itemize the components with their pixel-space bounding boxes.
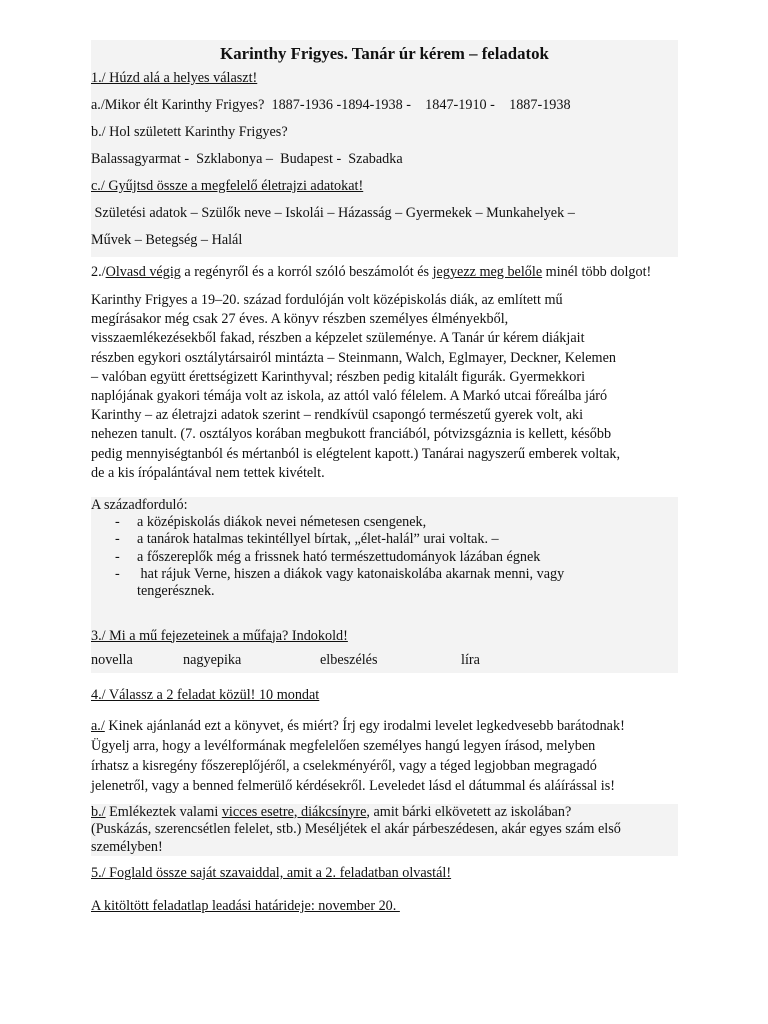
option-2: 1894-1938 - [341, 97, 411, 113]
task2-mid: a regényről és a korról szóló beszámolót és [180, 264, 433, 280]
question-c-heading: c./ Gyűjtsd össze a megfelelő életrajzi adatokat! [91, 178, 364, 194]
question-a [91, 95, 678, 122]
paragraph-line: megírásakor még csak 27 éves. A könyv részben személyes élményekből, [91, 311, 509, 328]
list-item-continuation: tengerésznek. [137, 583, 215, 600]
task1-section [91, 66, 678, 257]
question-b-options: Balassagyarmat - Szklabonya – Budapest - Szabadka [91, 151, 403, 167]
list-item: - a középiskolás diákok nevei németesen csengenek, [115, 514, 427, 531]
paragraph-line: nehezen tanult. (7. osztályos korában megbukott franciából, pótvizsgáznia is kellett, később [91, 426, 612, 443]
page-title: Karinthy Frigyes. Tanár úr kérem – feladatok [220, 44, 549, 63]
option-b-label: b./ [91, 803, 106, 820]
paragraph-line: pedig mennyiségtanból és mértanból is elégtelent kapott.) Tanárai nagyszerű emberek voltak, [91, 445, 621, 462]
genre-options [91, 649, 678, 673]
dash-bullet: - [115, 531, 120, 548]
question-a-text: a./Mikor élt Karinthy Frigyes? [91, 97, 265, 113]
genre-option: nagyepika [183, 651, 242, 668]
task2-number: 2./ [91, 264, 106, 280]
option-3: 1847-1910 - [425, 97, 495, 113]
question-c-line2: Művek – Betegség – Halál [91, 232, 243, 248]
list-item: - a tanárok hatalmas tekintéllyel bírtak, „élet-halál” urai voltak. – [115, 531, 499, 548]
dash-bullet: - [115, 514, 120, 531]
task1-heading: 1./ Húzd alá a helyes választ! [91, 70, 258, 86]
task2-read: Olvasd végig [105, 264, 181, 280]
task2-note: jegyezz meg belőle [432, 264, 543, 280]
task4-option-b: b./ Emlékeztek valami vicces esetre, diákcsínyre, amit bárki elkövetett az iskolában? (Puskázás, szerencsétlen felelet, stb.) Meséljétek el akár párbeszédesen, akár egyes szám első személyben! [91, 804, 678, 857]
question-b: b./ Hol született Karinthy Frigyes? [91, 124, 288, 140]
dash-bullet: - [115, 565, 120, 582]
paragraph-line: de a kis írópalántával nem tettek kivételt. [91, 464, 325, 481]
century-list-block [91, 497, 678, 672]
task4-heading: 4./ Válassz a 2 feladat közül! 10 mondat [91, 686, 320, 703]
genre-option: novella [91, 651, 133, 668]
paragraph-line: részben egykori osztálytársairól mintázta – Steinmann, Walch, Eglmayer, Deckner, Kelemen [91, 349, 616, 366]
worksheet [91, 40, 678, 916]
option-a-line: Ügyelj arra, hogy a levélformának megfelelően személyes hangú legyen írásod, melyben [91, 737, 596, 754]
option-b-line: (Puskázás, szerencsétlen felelet, stb.) Meséljétek el akár párbeszédesen, akár egyes szám első [91, 821, 621, 838]
genre-option: líra [461, 651, 480, 668]
task1-block [91, 40, 678, 257]
question-c-line1: Születési adatok – Szülők neve – Iskolái – Házasság – Gyermekek – Munkahelyek – [91, 205, 575, 221]
paragraph-line: Karinthy Frigyes a 19–20. század fordulóján volt középiskolás diák, az említett mű [91, 292, 563, 308]
option-b-underlined: vicces esetre, diákcsínyre [221, 803, 367, 820]
option-4: 1887-1938 [509, 97, 571, 113]
task2-heading [91, 263, 678, 281]
option-a-label: a./ [91, 717, 105, 734]
context-paragraph [91, 291, 678, 483]
task2-end: minél több dolgot! [542, 264, 652, 280]
genre-option: elbeszélés [320, 651, 378, 668]
paragraph-line: naplójának gyakori témája volt az iskola, az attól való félelem. A Markó utcai főreálba járó [91, 388, 608, 405]
dash-bullet: - [115, 548, 120, 565]
option-b-line: személyben! [91, 838, 163, 855]
option-a-line: írhatsz a kisregény főszereplőjéről, a cselekményéről, vagy a téged legjobban megragadó [91, 757, 597, 774]
deadline: A kitöltött feladatlap leadási határideje: november 20. [91, 898, 400, 915]
list-item: - hat rájuk Verne, hiszen a diákok vagy katonaiskolába akarnak menni, vagy [115, 565, 565, 582]
century-list [91, 514, 678, 600]
paragraph-line: – valóban együtt érettségizett Karinthyval; részben pedig kitalált figurák. Gyermekkori [91, 368, 586, 385]
list-title: A századforduló: [91, 497, 188, 514]
option-a-line: jelenetről, vagy a benned felmerülő kérdésekről. Leveledet lásd el dátummal és aláírással is! [91, 777, 615, 794]
task5-heading: 5./ Foglald össze saját szavaiddal, amit a 2. feladatban olvastál! [91, 865, 452, 882]
list-item: - a főszereplők még a frissnek ható természettudományok lázában égnek [115, 548, 541, 565]
option-1: 1887-1936 - [271, 97, 342, 113]
paragraph-line: visszaemlékezésekből fakad, részben a képzelet szüleménye. A Tanár úr kérem diákjait [91, 330, 585, 347]
task3-heading: 3./ Mi a mű fejezeteinek a műfaja? Indokold! [91, 627, 348, 644]
task4-option-a: a./ Kinek ajánlanád ezt a könyvet, és miért? Írj egy irodalmi levelet legkedvesebb barátodnak! Ügyelj arra, hogy a levélformának megfelelően személyes hangú legyen írásod, melyben írhatsz a kisregény főszereplőjéről, a cselekményéről, vagy a téged legjobban megragadó jelenetről, vagy a benned felmerülő kérdésekről. Leveledet lásd el dátummal és aláírással is! [91, 716, 678, 796]
paragraph-line: Karinthy – az életrajzi adatok szerint – rendkívül csapongó természetű gyerek volt, aki [91, 407, 584, 424]
